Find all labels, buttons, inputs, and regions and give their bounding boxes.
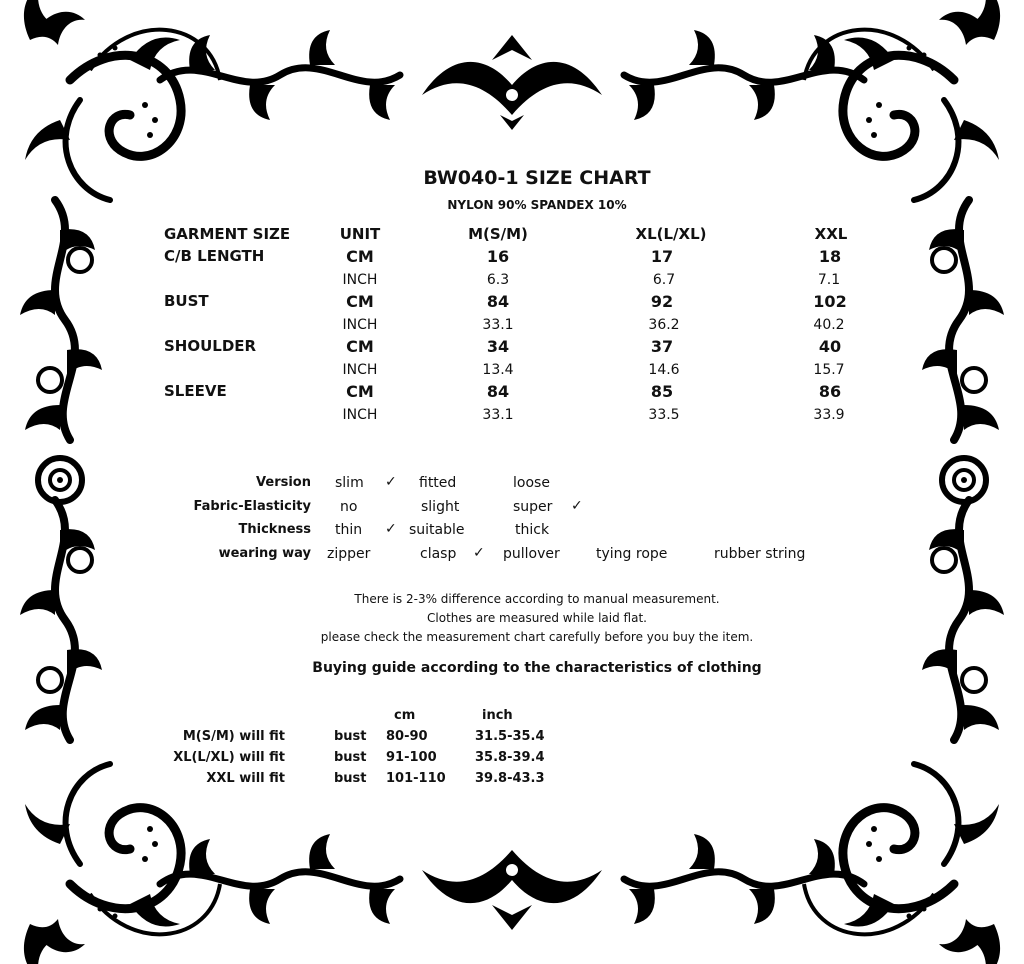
table-cell: 34 bbox=[486, 337, 510, 356]
attr-label-thickness: Thickness bbox=[238, 522, 311, 537]
table-cell: 6.3 bbox=[486, 272, 510, 288]
guide-row-inch: 31.5-35.4 bbox=[475, 729, 545, 744]
guide-row-part: bust bbox=[334, 750, 367, 765]
header-size-xxl: XXL bbox=[814, 225, 848, 243]
header-size-xl: XL(L/XL) bbox=[635, 225, 707, 243]
table-cell: 6.7 bbox=[652, 272, 676, 288]
check-mark-icon: ✓ bbox=[473, 545, 485, 561]
header-unit: UNIT bbox=[339, 225, 381, 243]
header-size-m: M(S/M) bbox=[468, 225, 528, 243]
unit-cm: CM bbox=[346, 337, 374, 356]
table-cell: 14.6 bbox=[648, 362, 680, 378]
unit-cm: CM bbox=[346, 292, 374, 311]
attr-option: thin bbox=[335, 522, 363, 538]
guide-header-cm: cm bbox=[394, 708, 416, 723]
table-cell: 36.2 bbox=[648, 317, 680, 333]
guide-row-label: XL(L/XL) will fit bbox=[173, 750, 285, 765]
unit-inch: INCH bbox=[342, 362, 378, 378]
guide-row-cm: 91-100 bbox=[386, 750, 437, 765]
attr-option: rubber string bbox=[714, 546, 806, 562]
attr-option: loose bbox=[513, 475, 550, 491]
note-line: please check the measurement chart carefully before you buy the item. bbox=[320, 630, 754, 644]
page-title: BW040-1 SIZE CHART bbox=[423, 167, 651, 189]
attr-option: slight bbox=[421, 499, 460, 515]
attr-label-version: Version bbox=[256, 475, 311, 490]
check-mark-icon: ✓ bbox=[385, 474, 397, 490]
attr-label-fabric-elasticity: Fabric-Elasticity bbox=[193, 499, 311, 514]
table-cell: 37 bbox=[650, 337, 674, 356]
table-cell: 17 bbox=[650, 247, 674, 266]
table-cell: 33.9 bbox=[813, 407, 845, 423]
guide-row-cm: 101-110 bbox=[386, 771, 446, 786]
attr-option: tying rope bbox=[596, 546, 668, 562]
attr-option: pullover bbox=[503, 546, 560, 562]
table-cell: 40 bbox=[818, 337, 842, 356]
table-cell: 7.1 bbox=[817, 272, 841, 288]
table-cell: 18 bbox=[818, 247, 842, 266]
table-cell: 33.5 bbox=[648, 407, 680, 423]
table-cell: 92 bbox=[650, 292, 674, 311]
attr-option: suitable bbox=[409, 522, 465, 538]
guide-row-inch: 39.8-43.3 bbox=[475, 771, 545, 786]
guide-row-part: bust bbox=[334, 771, 367, 786]
header-garment-size: GARMENT SIZE bbox=[164, 225, 291, 243]
table-cell: 40.2 bbox=[813, 317, 845, 333]
row-label-sleeve: SLEEVE bbox=[164, 382, 227, 400]
attr-option: super bbox=[513, 499, 553, 515]
table-cell: 85 bbox=[650, 382, 674, 401]
table-cell: 86 bbox=[818, 382, 842, 401]
attr-label-wearing-way: wearing way bbox=[218, 546, 311, 561]
row-label-bust: BUST bbox=[164, 292, 209, 310]
attr-option: no bbox=[340, 499, 358, 515]
table-cell: 33.1 bbox=[482, 407, 514, 423]
guide-row-part: bust bbox=[334, 729, 367, 744]
row-label-shoulder: SHOULDER bbox=[164, 337, 257, 355]
check-mark-icon: ✓ bbox=[571, 498, 583, 514]
check-mark-icon: ✓ bbox=[385, 521, 397, 537]
guide-header-inch: inch bbox=[482, 708, 513, 723]
attr-option: slim bbox=[335, 475, 364, 491]
unit-inch: INCH bbox=[342, 317, 378, 333]
guide-row-inch: 35.8-39.4 bbox=[475, 750, 545, 765]
unit-cm: CM bbox=[346, 382, 374, 401]
table-cell: 33.1 bbox=[482, 317, 514, 333]
guide-row-label: XXL will fit bbox=[206, 771, 285, 786]
note-line: There is 2-3% difference according to manual measurement. bbox=[354, 592, 720, 606]
attr-option: thick bbox=[515, 522, 550, 538]
unit-inch: INCH bbox=[342, 272, 378, 288]
table-cell: 84 bbox=[486, 382, 510, 401]
attr-option: clasp bbox=[420, 546, 457, 562]
buying-guide-title: Buying guide according to the characteristics of clothing bbox=[312, 660, 762, 676]
guide-row-label: M(S/M) will fit bbox=[182, 729, 285, 744]
table-cell: 84 bbox=[486, 292, 510, 311]
fabric-composition: NYLON 90% SPANDEX 10% bbox=[447, 198, 627, 212]
unit-inch: INCH bbox=[342, 407, 378, 423]
note-line: Clothes are measured while laid flat. bbox=[427, 611, 647, 625]
table-cell: 16 bbox=[486, 247, 510, 266]
attr-option: zipper bbox=[327, 546, 371, 562]
attr-option: fitted bbox=[419, 475, 457, 491]
row-label-cb-length: C/B LENGTH bbox=[164, 247, 265, 265]
guide-row-cm: 80-90 bbox=[386, 729, 428, 744]
table-cell: 13.4 bbox=[482, 362, 514, 378]
unit-cm: CM bbox=[346, 247, 374, 266]
table-cell: 102 bbox=[813, 292, 847, 311]
table-cell: 15.7 bbox=[813, 362, 845, 378]
